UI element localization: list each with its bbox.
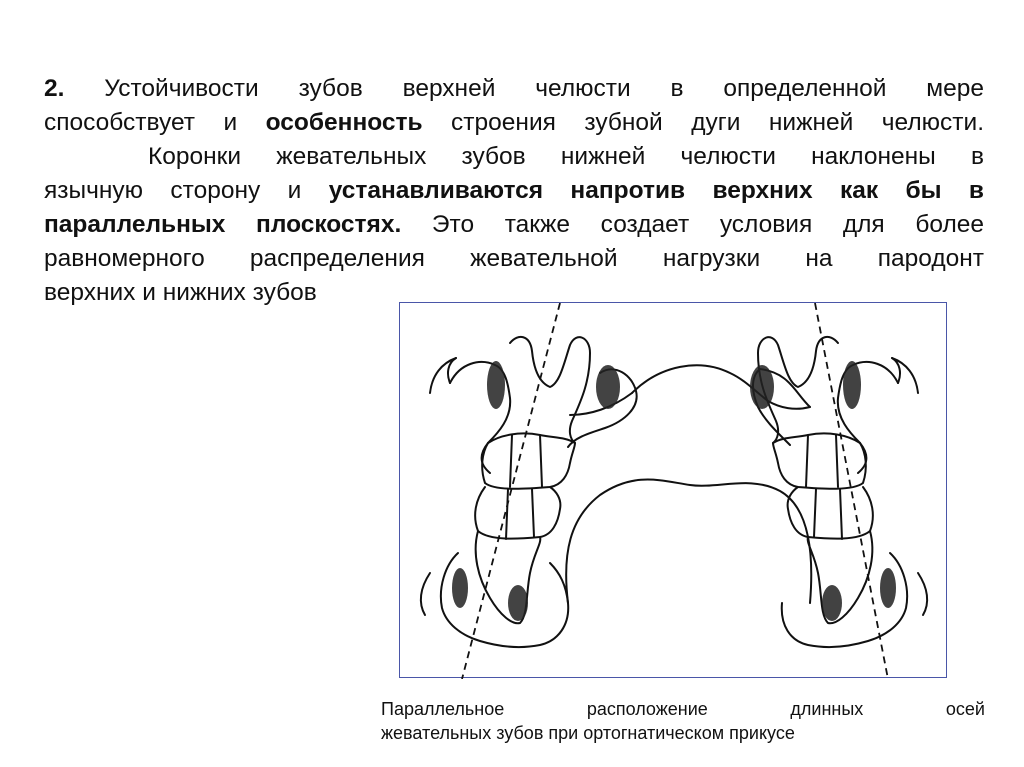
teeth-figure — [399, 302, 947, 678]
left-lower-molar-roots — [476, 531, 541, 623]
right-lower-inner-stipple — [822, 585, 842, 621]
paragraph-line-3: Коронки жевательных зубов нижней челюсти наклонены в — [148, 143, 984, 170]
paragraph-line-2: способствует и особенность строения зубной дуги нижней челюсти. — [44, 109, 984, 136]
left-cheek-lower — [421, 573, 430, 615]
right-upper-gum-stipple — [843, 361, 861, 409]
caption-line-1: Параллельное расположение длинных осей — [381, 699, 985, 719]
point-number: 2. — [44, 75, 65, 102]
right-upper-molar-cusps — [806, 435, 838, 487]
left-upper-molar-neck — [488, 433, 575, 443]
left-upper-molar-crown — [482, 443, 575, 489]
right-cheek-lower — [918, 573, 927, 615]
left-cheek-upper — [430, 358, 456, 393]
mandible-arch — [566, 480, 811, 604]
right-lower-gum-stipple — [880, 568, 896, 608]
palate-arch — [632, 365, 810, 409]
left-upper-inner-stipple — [596, 365, 620, 409]
paragraph-line-6: равномерного распределения жевательной нагрузки на пародонт — [44, 245, 984, 272]
left-upper-gum-stipple — [487, 361, 505, 409]
caption-line-2: жевательных зубов при ортогнатическом прикусе — [381, 723, 795, 743]
left-lower-inner-stipple — [508, 585, 528, 621]
left-upper-molar-roots — [510, 337, 590, 443]
teeth-cross-section-drawing — [400, 303, 948, 679]
left-tooth-axis — [462, 303, 560, 679]
paragraph-line-5: параллельных плоскостях. Это также создает условия для более — [44, 211, 984, 238]
left-lower-gum-stipple — [452, 568, 468, 608]
left-lower-molar-cusps — [506, 489, 534, 539]
paragraph-line-7: верхних и нижних зубов — [44, 279, 317, 306]
right-cheek-upper — [892, 358, 918, 393]
right-lower-molar-cusps — [814, 489, 842, 539]
right-upper-inner-stipple — [750, 365, 774, 409]
main-paragraph — [44, 72, 984, 310]
figure-caption — [381, 697, 985, 745]
right-upper-molar-crown — [773, 443, 866, 489]
paragraph-line-4: язычную сторону и устанавливаются напротив верхних как бы в — [44, 177, 984, 204]
right-tooth-axis — [815, 303, 888, 679]
paragraph-line-1: 2. Устойчивости зубов верхней челюсти в определенной мере — [44, 75, 984, 102]
left-lower-molar-crown — [475, 487, 560, 539]
